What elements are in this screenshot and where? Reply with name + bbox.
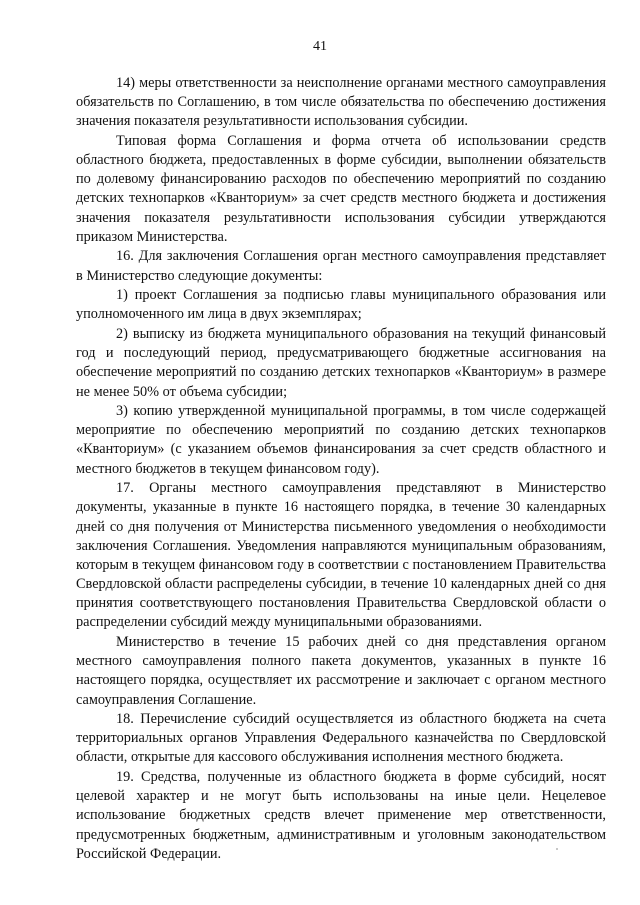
page-number: 41 xyxy=(313,39,327,54)
paragraph-section-17: 17. Органы местного самоуправления представляют в Министерство документы, указанные в пункте 16 настоящего порядка, в течение 30 календарных дней со дня получения от Министерства письменного уведомления о необходимости заключения Соглашения. Уведомления направляются муниципальным образованиям, которым в текущем финансовом году в соответствии с постановлением Правительства Свердловской области распределены субсидии, в течение 10 календарных дней со дня принятия соответствующего постановления Правительства Свердловской области о распределении субсидий между муниципальными образованиями. xyxy=(76,480,606,631)
paragraph-item-14: 14) меры ответственности за неисполнение органами местного самоуправления обязательств по Соглашению, в том числе обязательства по обеспечению достижения значения показателя результативности использования субсидии. xyxy=(76,75,606,130)
paragraph-section-18: 18. Перечисление субсидий осуществляется из областного бюджета на счета территориальных органов Управления Федерального казначейства по Свердловской области, открытые для кассового обслуживания исполнения местного бюджета. xyxy=(76,711,606,766)
document-body xyxy=(76,74,606,864)
paragraph-section-16: 16. Для заключения Соглашения орган местного самоуправления представляет в Министерство следующие документы: xyxy=(76,248,606,284)
scan-speck xyxy=(556,848,558,850)
paragraph-agreement-forms: Типовая форма Соглашения и форма отчета об использовании средств областного бюджета, предоставленных в форме субсидии, выполнении обязательств по долевому финансированию расходов по обеспечению мероприятий по созданию детских технопарков «Кванториум» за счет средств местного бюджета и достижения значения показателя результативности использования субсидии утверждаются приказом Министерства. xyxy=(76,132,606,245)
paragraph-item-2: 2) выписку из бюджета муниципального образования на текущий финансовый год и последующий период, предусматривающего бюджетные ассигнования на обеспечение мероприятий по созданию детских технопарков «Кванториум» в размере не менее 50% от объема субсидии; xyxy=(76,326,606,400)
paragraph-section-19: 19. Средства, полученные из областного бюджета в форме субсидий, носят целевой характер и не могут быть использованы на иные цели. Нецелевое использование бюджетных средств влечет применение мер ответственности, предусмотренных бюджетным, административным и уголовным законодательством Российской Федерации. xyxy=(76,769,606,862)
paragraph-item-3: 3) копию утвержденной муниципальной программы, в том числе содержащей мероприятие по обеспечению мероприятий по созданию детских технопарков «Кванториум» (с указанием объемов финансирования за счет средств областного и местного бюджетов в текущем финансовом году). xyxy=(76,403,606,477)
paragraph-item-1: 1) проект Соглашения за подписью главы муниципального образования или уполномоченного им лица в двух экземплярах; xyxy=(76,287,606,323)
paragraph-ministry-review: Министерство в течение 15 рабочих дней со дня представления органом местного самоуправления полного пакета документов, указанных в пункте 16 настоящего порядка, осуществляет их рассмотрение и заключает с органом местного самоуправления Соглашение. xyxy=(76,634,606,708)
